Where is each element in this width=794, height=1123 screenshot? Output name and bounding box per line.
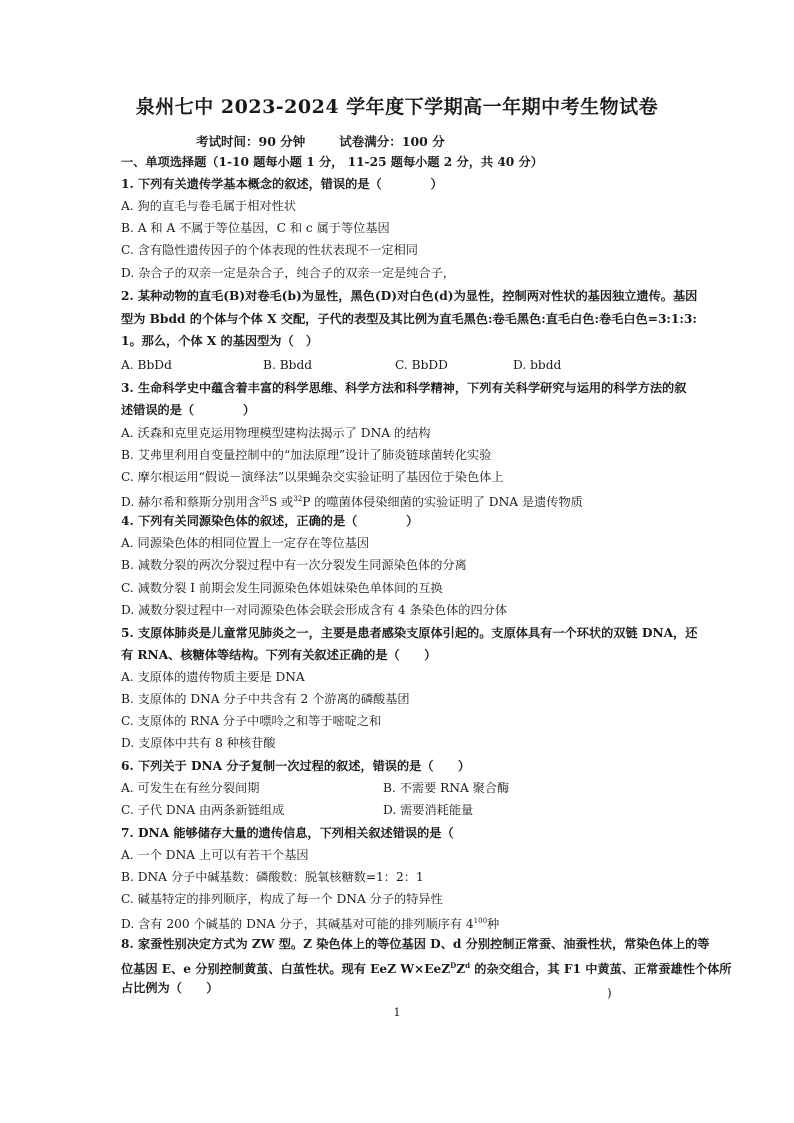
question-8-stem-line-3: 占比例为（ ） <box>121 981 219 995</box>
question-8-stem-line-1: 8. 家蚕性别决定方式为 ZW 型。Z 染色体上的等位基因 D、d 分别控制正常蚕、油蚕性状，常染色体上的等 <box>121 937 710 951</box>
question-5-stem-line-2: 有 RNA、核糖体等结构。下列有关叙述正确的是（ ） <box>121 648 437 662</box>
isotope-35-superscript: 35 <box>259 495 269 503</box>
question-2-option-b: B. Bbdd <box>263 358 313 372</box>
question-7-stem: 7. DNA 能够储存大量的遗传信息，下列相关叙述错误的是（ <box>121 826 454 840</box>
question-7-option-d-tail: 种 <box>487 917 500 931</box>
exponent-superscript: 100 <box>473 917 488 925</box>
question-5-option-a: A. 支原体的遗传物质主要是 DNA <box>121 670 305 684</box>
question-7-option-c: C. 碱基特定的排列顺序，构成了每一个 DNA 分子的特异性 <box>121 892 443 906</box>
question-6-option-d: D. 需要消耗能量 <box>383 803 474 817</box>
question-6-option-c: C. 子代 DNA 由两条新链组成 <box>121 803 285 817</box>
question-3-stem-line-1: 3. 生命科学史中蕴含着丰富的科学思维、科学方法和科学精神，下列有关科学研究与运用的科学方法的叙 <box>121 381 687 395</box>
question-3-stem-line-2: 述错误的是（ ） <box>121 403 256 417</box>
question-3-option-b: B. 艾弗里利用自变量控制中的“加法原理”设计了肺炎链球菌转化实验 <box>121 448 492 462</box>
question-6-options-row-2 <box>121 802 701 818</box>
question-2-option-c: C. BbDD <box>395 358 448 372</box>
question-1-option-b: B. A 和 A 不属于等位基因，C 和 c 属于等位基因 <box>121 221 390 235</box>
question-4-option-b: B. 减数分裂的两次分裂过程中有一次分裂发生同源染色体的分离 <box>121 558 467 572</box>
question-7-option-d <box>121 913 701 932</box>
question-7-option-a: A. 一个 DNA 上可以有若干个基因 <box>121 848 309 862</box>
question-1-option-c: C. 含有隐性遗传因子的个体表现的性状表现不一定相同 <box>121 243 418 257</box>
exam-score: 试卷满分：100 分 <box>339 134 445 149</box>
section-heading: 一、单项选择题（1-10 题每小题 1 分， 11-25 题每小题 2 分，共 40 分） <box>121 155 543 169</box>
question-1-option-d: D. 杂合子的双亲一定是杂合子，纯合子的双亲一定是纯合子， <box>121 266 455 280</box>
question-2-stem-line-2: 型为 Bbdd 的个体与个体 X 交配，子代的表型及其比例为直毛黑色:卷毛黑色:直毛白色:卷毛白色=3:1:3: <box>121 312 697 326</box>
question-1-option-a: A. 狗的直毛与卷毛属于相对性状 <box>121 199 296 213</box>
question-6-options-row-1 <box>121 780 701 796</box>
answer-paren: ) <box>607 986 612 1000</box>
page-number: 1 <box>393 1006 401 1019</box>
question-6-stem: 6. 下列关于 DNA 分子复制一次过程的叙述，错误的是（ ） <box>121 759 471 773</box>
question-3-option-a: A. 沃森和克里克运用物理模型建构法揭示了 DNA 的结构 <box>121 426 431 440</box>
question-3-option-d-mid: S 或 <box>268 495 294 509</box>
exam-title: 泉州七中 2023-2024 学年度下学期高一年期中考生物试卷 <box>135 96 659 118</box>
exam-meta <box>196 132 445 150</box>
question-8-stem-line-2 <box>121 958 732 977</box>
question-2-stem-line-1: 2. 某种动物的直毛(B)对卷毛(b)为显性，黑色(D)对白色(d)为显性，控制两对性状的基因独立遗传。基因 <box>121 289 698 303</box>
question-2-option-a: A. BbDd <box>121 358 172 372</box>
question-4-option-c: C. 减数分裂 Ⅰ 前期会发生同源染色体姐妹染色单体间的互换 <box>121 581 443 595</box>
question-7-option-b: B. DNA 分子中碱基数：磷酸数：脱氧核糖数=1：2：1 <box>121 870 424 884</box>
question-5-option-b: B. 支原体的 DNA 分子中共含有 2 个游离的磷酸基团 <box>121 692 410 706</box>
question-6-option-b: B. 不需要 RNA 聚合酶 <box>383 781 510 795</box>
exam-time: 考试时间：90 分钟 <box>196 134 306 149</box>
question-8-line-2-tail: 的杂交组合，其 F1 中黄茧、正常蚕雄性个体所 <box>470 962 732 976</box>
question-4-option-a: A. 同源染色体的相同位置上一定存在等位基因 <box>121 536 370 550</box>
question-2-option-d: D. bbdd <box>513 358 562 372</box>
question-3-option-d-text: D. 赫尔希和蔡斯分别用含 <box>121 495 260 509</box>
question-1-stem: 1. 下列有关遗传学基本概念的叙述，错误的是（ ） <box>121 177 443 191</box>
question-2-options <box>121 357 701 373</box>
question-3-option-d <box>121 491 701 510</box>
question-5-option-c: C. 支原体的 RNA 分子中嘌呤之和等于嘧啶之和 <box>121 714 382 728</box>
question-3-option-c: C. 摩尔根运用“假说－演绎法”以果蝇杂交实验证明了基因位于染色体上 <box>121 470 504 484</box>
question-4-option-d: D. 减数分裂过程中一对同源染色体会联会形成含有 4 条染色体的四分体 <box>121 603 508 617</box>
question-5-stem-line-1: 5. 支原体肺炎是儿童常见肺炎之一，主要是患者感染支原体引起的。支原体具有一个环状的双链 DNA，还 <box>121 626 698 640</box>
question-8-line-2-mid: Z <box>456 962 466 976</box>
question-7-option-d-text: D. 含有 200 个碱基的 DNA 分子，其碱基对可能的排列顺序有 4 <box>121 917 474 931</box>
allele-d-lower-superscript: d <box>465 961 471 970</box>
allele-d-superscript: D <box>450 961 457 970</box>
question-4-stem: 4. 下列有关同源染色体的叙述，正确的是（ ） <box>121 514 419 528</box>
isotope-32-superscript: 32 <box>293 495 303 503</box>
question-5-option-d: D. 支原体中共有 8 种核苷酸 <box>121 736 276 750</box>
question-3-option-d-tail: P 的噬菌体侵染细菌的实验证明了 DNA 是遗传物质 <box>302 495 583 509</box>
question-2-stem-line-3: 1。那么，个体 X 的基因型为（ ） <box>121 334 319 348</box>
question-8-line-2-text: 位基因 E、e 分别控制黄茧、白茧性状。现有 EeZ W×EeZ <box>121 962 451 976</box>
question-6-option-a: A. 可发生在有丝分裂间期 <box>121 781 260 795</box>
